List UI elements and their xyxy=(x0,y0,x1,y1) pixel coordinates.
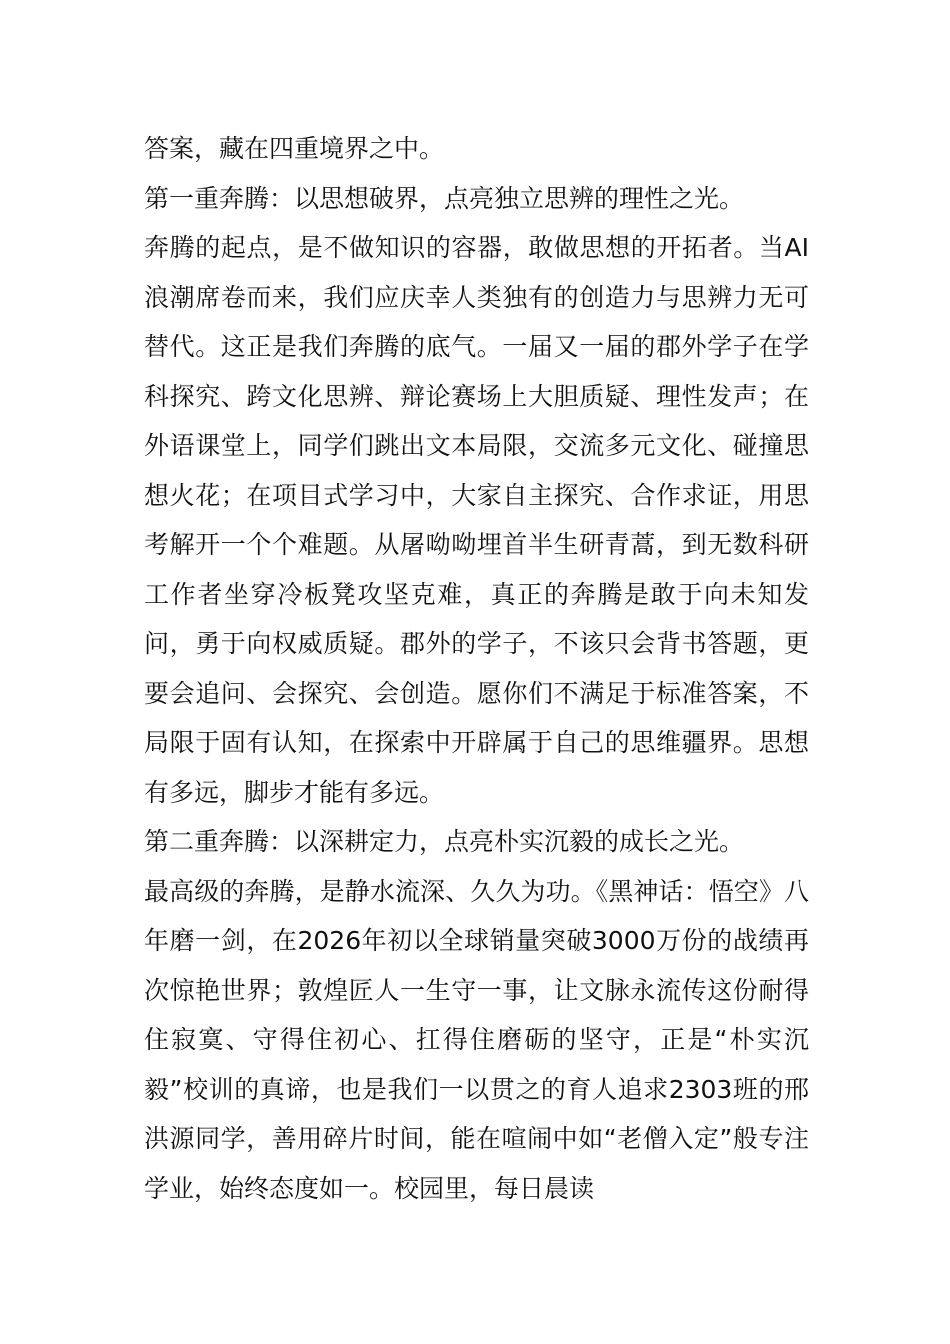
document-body xyxy=(144,124,809,1213)
section-heading-1: 第一重奔腾：以思想破界，点亮独立思辨的理性之光。 xyxy=(144,183,745,213)
paragraph-section-1: 奔腾的起点，是不做知识的容器，敢做思想的开拓者。当AI浪潮席卷而来，我们应庆幸人类独有的创造力与思辨力无可替代。这正是我们奔腾的底气。一届又一届的郡外学子在学科探究、跨文化思辨、辩论赛场上大胆质疑、理性发声；在外语课堂上，同学们跳出文本局限，交流多元文化、碰撞思想火花；在项目式学习中，大家自主探究、合作求证，用思考解开一个个难题。从屠呦呦埋首半生研青蒿，到无数科研工作者坐穿冷板凳攻坚克难，真正的奔腾是敢于向未知发问，勇于向权威质疑。郡外的学子，不该只会背书答题，更要会追问、会探究、会创造。愿你们不满足于标准答案，不局限于固有认知，在探索中开辟属于自己的思维疆界。思想有多远，脚步才能有多远。 xyxy=(144,233,809,807)
paragraph-section-2: 最高级的奔腾，是静水流深、久久为功。《黑神话：悟空》八年磨一剑，在2026年初以全球销量突破3000万份的战绩再次惊艳世界；敦煌匠人一生守一事，让文脉永流传这份耐得住寂寞、守得住初心、扛得住磨砺的坚守，正是“朴实沉毅”校训的真谛，也是我们一以贯之的育人追求2303班的邢洪源同学，善用碎片时间，能在喧闹中如“老僧入定”般专注学业，始终态度如一。校园里，每日晨读 xyxy=(144,876,809,1203)
paragraph-intro: 答案，藏在四重境界之中。 xyxy=(144,134,445,163)
section-heading-2: 第二重奔腾：以深耕定力，点亮朴实沉毅的成长之光。 xyxy=(144,827,745,856)
